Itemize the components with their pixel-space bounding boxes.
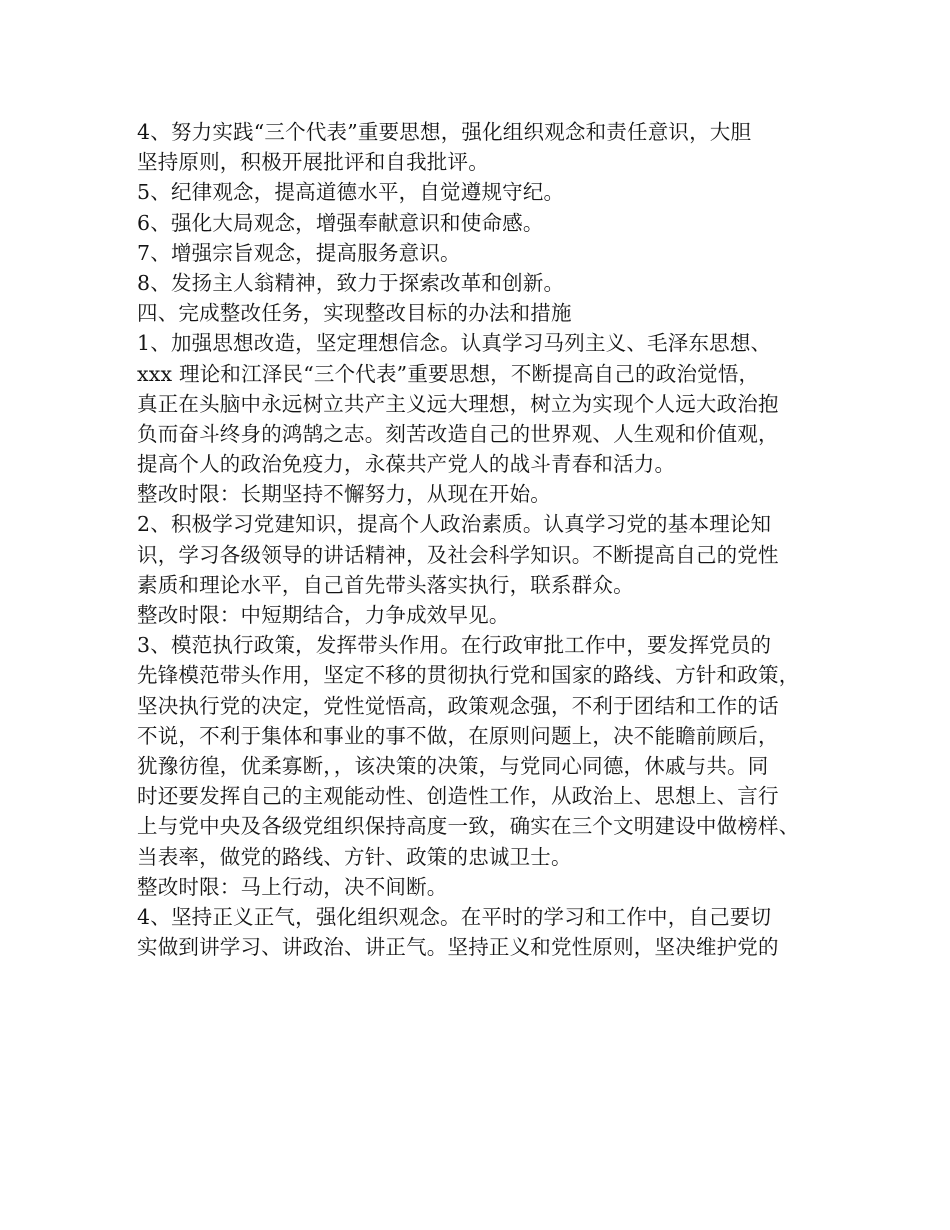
text-line: 不说，不利于集体和事业的事不做，在原则问题上，决不能瞻前顾后，	[137, 723, 779, 748]
text-line: 提高个人的政治免疫力，永葆共产党人的战斗青春和活力。	[137, 452, 676, 477]
text-line: 素质和理论水平，自己首先带头落实执行，联系群众。	[137, 572, 634, 597]
text-line: 坚持原则，积极开展批评和自我批评。	[137, 150, 489, 175]
text-line: 7、增强宗旨观念，提高服务意识。	[137, 240, 461, 265]
text-line: 1、加强思想改造，坚定理想信念。认真学习马列主义、毛泽东思想、	[137, 331, 772, 356]
text-line: xxx 理论和江泽民“三个代表”重要思想，不断提高自己的政治觉悟，	[137, 361, 760, 386]
section-heading: 四、完成整改任务，实现整改目标的办法和措施	[137, 301, 572, 326]
text-line: 坚决执行党的决定，党性觉悟高，政策观念强，不利于团结和工作的话	[137, 693, 779, 718]
text-line: 识，学习各级领导的讲话精神，及社会科学知识。不断提高自己的党性	[137, 542, 779, 567]
text-line: 上与党中央及各级党组织保持高度一致，确实在三个文明建设中做榜样、	[137, 814, 800, 839]
text-line: 真正在头脑中永远树立共产主义远大理想，树立为实现个人远大政治抱	[137, 391, 779, 416]
text-line: 2、积极学习党建知识，提高个人政治素质。认真学习党的基本理论知	[137, 512, 772, 537]
deadline-line: 整改时限：马上行动，决不间断。	[137, 874, 448, 899]
text-line: 3、模范执行政策，发挥带头作用。在行政审批工作中，要发挥党员的	[137, 633, 772, 658]
text-line: 实做到讲学习、讲政治、讲正气。坚持正义和党性原则，坚决维护党的	[137, 935, 779, 960]
deadline-line: 整改时限：长期坚持不懈努力，从现在开始。	[137, 482, 551, 507]
text-line: 时还要发挥自己的主观能动性、创造性工作，从政治上、思想上、言行	[137, 784, 779, 809]
text-line: 8、发扬主人翁精神，致力于探索改革和创新。	[137, 270, 565, 295]
text-line: 5、纪律观念，提高道德水平，自觉遵规守纪。	[137, 180, 565, 205]
text-line: 负而奋斗终身的鸿鹄之志。刻苦改造自己的世界观、人生观和价值观，	[137, 421, 779, 446]
text-line: 4、坚持正义正气，强化组织观念。在平时的学习和工作中，自己要切	[137, 904, 772, 929]
text-line: 先锋模范带头作用，坚定不移的贯彻执行党和国家的路线、方针和政策，	[137, 663, 800, 688]
text-line: 6、强化大局观念，增强奉献意识和使命感。	[137, 210, 544, 235]
text-line: 当表率，做党的路线、方针、政策的忠诚卫士。	[137, 844, 572, 869]
deadline-line: 整改时限：中短期结合，力争成效早见。	[137, 603, 510, 627]
document-body	[137, 117, 837, 962]
text-line: 4、努力实践“三个代表”重要思想，强化组织观念和责任意识，大胆	[137, 120, 752, 144]
text-line: 犹豫彷徨，优柔寡断，，该决策的决策，与党同心同德，休戚与共。同	[137, 753, 769, 778]
